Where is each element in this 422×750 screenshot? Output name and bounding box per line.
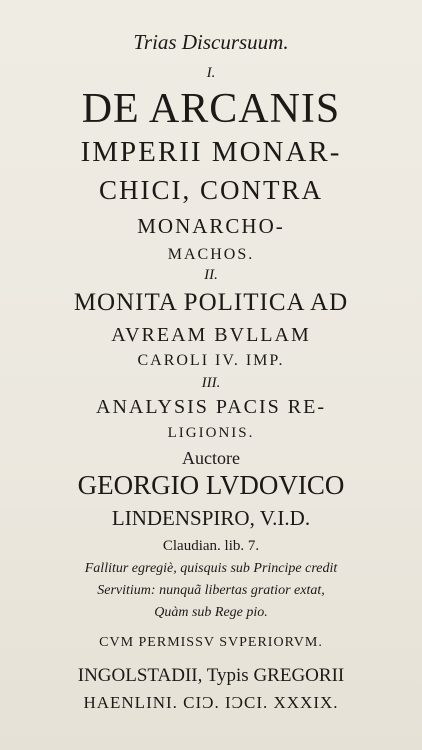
part-number-3: III. (201, 375, 221, 391)
part3-title-line-1: ANALYSIS PACIS RE- (96, 396, 326, 418)
part1-title-line-1: DE ARCANIS (81, 86, 341, 132)
part1-title-line-2: IMPERII MONAR- (80, 136, 342, 168)
verse-line-1: Fallitur egregiè, quisquis sub Principe credit (84, 561, 338, 576)
author-name-line-2: LINDENSPIRO, V.I.D. (111, 506, 311, 530)
imprint-line-2: HAENLINI. CIϽ. IϽCI. XXXIX. (83, 693, 339, 712)
permission-line: CVM PERMISSV SVPERIORVM. (99, 635, 323, 650)
part1-title-line-5: MACHOS. (167, 246, 255, 263)
part2-title-line-1: MONITA POLITICA AD (73, 289, 349, 316)
verse-source: Claudian. lib. 7. (162, 538, 260, 554)
header-line: Trias Discursuum. (133, 30, 289, 54)
part-number-1: I. (206, 65, 216, 81)
verse-line-2: Servitium: nunquã libertas gratior extat, (97, 583, 325, 598)
auctore-line: Auctore (182, 448, 240, 468)
imprint-line-1: INGOLSTADII, Typis GREGORII (77, 665, 345, 686)
verse-line-3: Quàm sub Rege pio. (154, 605, 268, 620)
part1-title-line-3: CHICI, CONTRA (98, 175, 323, 205)
part3-title-line-2: LIGIONIS. (167, 425, 255, 441)
part-number-2: II. (204, 267, 218, 283)
author-name-line-1: GEORGIO LVDOVICO (77, 470, 345, 500)
part1-title-line-4: MONARCHO- (137, 214, 285, 238)
part2-title-line-2: AVREAM BVLLAM (111, 324, 311, 346)
part2-title-line-3: CAROLI IV. IMP. (137, 352, 285, 369)
